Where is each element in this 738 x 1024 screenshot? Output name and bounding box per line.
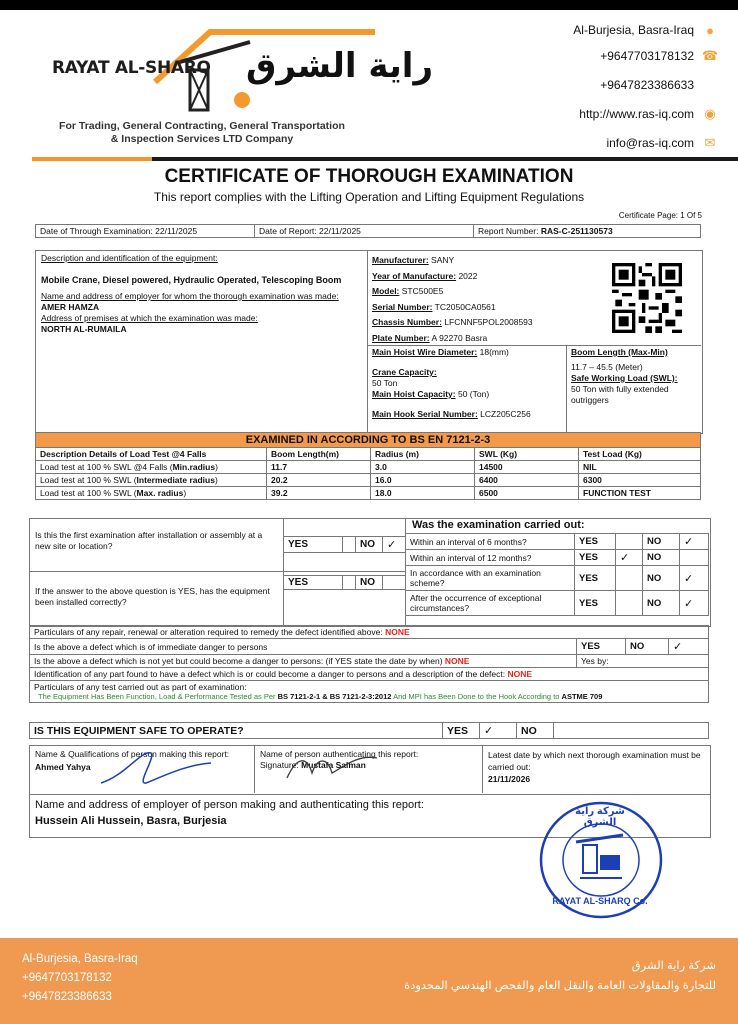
qr-code (612, 263, 682, 333)
mail-icon: ✉ (704, 135, 716, 150)
equipment-left: Description and identification of the equipment: Mobile Crane, Diesel powered, Hydraulic Operated, Telescoping Boom Name and address of employer for whom the thorough examination was made: AMER HAMZA Address of premises at which the examination was made: NORTH AL-RUMAILA (41, 253, 342, 334)
report-number: Report Number: RAS-C-251130573 (474, 225, 701, 238)
question-first-exam: Is this the first examination after installation or assembly at a new site or location? (35, 530, 263, 551)
table-row: Load test at 100 % SWL @4 Falls (Min.radius) 11.7 3.0 14500 NIL (36, 461, 701, 474)
date-exam: Date of Through Examination: 22/11/2025 (36, 225, 255, 238)
top-bar (0, 0, 738, 10)
contact-address: Al-Burjesia, Basra-Iraq ● (573, 22, 718, 38)
page-subtitle: This report complies with the Lifting Operation and Lifting Equipment Regulations (153, 190, 585, 204)
contact-phone-1: +9647703178132 ☎ (600, 48, 719, 63)
q1-answers: YES NO ✓ (283, 536, 406, 553)
table-row: Load test at 100 % SWL (Max. radius) 39.2 18.0 6500 FUNCTION TEST (36, 487, 701, 500)
contact-website[interactable]: http://www.ras-iq.com ◉ (579, 106, 718, 122)
defects-table: Particulars of any repair, renewal or alteration required to remedy the defect identified above: NONE Is the above a defect which is of immediate danger to persons YES NO ✓ Is the above a defect which is not yet but could become a danger to persons: (if YES state the date by when) NONE Yes by: Identification of any part found to have a defect which is or could become a danger to persons and a description of the defect: NONE Particulars of any test carried out as part of examination: The Equipment Has Been Function, Load & Performance Tested as Per BS 7121-2-1 & BS 7121-2-3:2012 And MPI has Been Done to the Hook According to ASTME 709 (29, 625, 709, 703)
authenticator: Name of person authenticating this report: Signature: Mustafa Salman (260, 749, 419, 770)
dates-row (35, 224, 701, 238)
standard-bar: EXAMINED IN ACCORDING TO BS EN 7121-2-3 (36, 433, 701, 448)
safe-row: IS THIS EQUIPMENT SAFE TO OPERATE? YES ✓ NO (29, 722, 709, 739)
page-title: CERTIFICATE OF THOROUGH EXAMINATION (164, 166, 574, 187)
logo-subtitle: For Trading, General Contracting, General Transportation & Inspection Services LTD Company (59, 120, 345, 145)
certificate-page: Certificate Page: 1 Of 5 (618, 211, 702, 220)
stamp-text-en: RAYAT AL-SHARQ Co. (552, 896, 648, 906)
contact-email[interactable]: info@ras-iq.com ✉ (606, 135, 718, 151)
employer-label: Name and address of employer of person making and authenticating this report: (35, 799, 424, 811)
stamp-text-ar: شركة راية الشرق (575, 806, 625, 828)
equipment-boom: Boom Length (Max-Min) 11.7 – 45.5 (Meter) Safe Working Load (SWL): 50 Ton with fully extended outriggers (571, 347, 678, 405)
q2-answers: YES NO (283, 575, 406, 590)
next-exam: Latest date by which next thorough examination must be carried out: 21/11/2026 (488, 750, 701, 784)
footer-contacts: Al-Burjesia, Basra-Iraq +9647703178132 +9647823386633 (22, 953, 138, 1003)
equipment-capacity: Main Hoist Wire Diameter: 18(mm) Crane Capacity: 50 Ton Main Hoist Capacity: 50 (Ton) Main Hook Serial Number: LCZ205C256 (372, 347, 531, 419)
globe-icon: ◉ (704, 106, 716, 121)
header-divider (32, 157, 738, 161)
location-pin-icon: ● (706, 22, 714, 38)
carried-title: Was the examination carried out: (412, 519, 585, 531)
logo-text-ar: راية الشرق (246, 46, 434, 86)
contact-phone-2: +9647823386633 (600, 78, 694, 92)
load-test-table: EXAMINED IN ACCORDING TO BS EN 7121-2-3 Description Details of Load Test @4 Falls Boom Length(m) Radius (m) SWL (Kg) Test Load (Kg) Load test at 100 % SWL @4 Falls (Min.radius) 11.7 3.0 14500 NIL Load test at 100 % SWL (Intermediate radius) 20.2 16.0 6400 6300 Load test at 100 % SWL (Max. radius) 39.2 18.0 6500 FUNCTION TEST (35, 432, 701, 500)
maker: Name & Qualifications of person making this report: Ahmed Yahya (35, 749, 230, 772)
signature-2 (282, 748, 382, 786)
footer-arabic: شركة راية الشرق للتجارة والمقاولات العامة والنقل العام والفحص الهندسي المحدودة (404, 960, 716, 992)
carried-table: Within an interval of 6 months? YES NO ✓ Within an interval of 12 months? YES ✓ NO In accordance with an examination scheme? YES NO ✓ After the occurrence of exceptional circumstances? YES NO ✓ (405, 533, 709, 616)
employer-name: Hussein Ali Hussein, Basra, Burjesia (35, 815, 227, 827)
signature-1 (96, 745, 216, 790)
question-installed: If the answer to the above question is YES, has the equipment been installed correctly? (35, 586, 270, 607)
equipment-specs: Manufacturer: SANY Year of Manufacture: 2022 Model: STC500E5 Serial Number: TC2050CA0561 Chassis Number: LFCNNF5POL2008593 Plate Number: A 92270 Basra (372, 255, 533, 343)
logo-text-en: RAYAT AL-SHARQ (52, 58, 211, 78)
table-row: Load test at 100 % SWL (Intermediate radius) 20.2 16.0 6400 6300 (36, 474, 701, 487)
phone-icon: ☎ (701, 48, 719, 63)
date-report: Date of Report: 22/11/2025 (255, 225, 474, 238)
